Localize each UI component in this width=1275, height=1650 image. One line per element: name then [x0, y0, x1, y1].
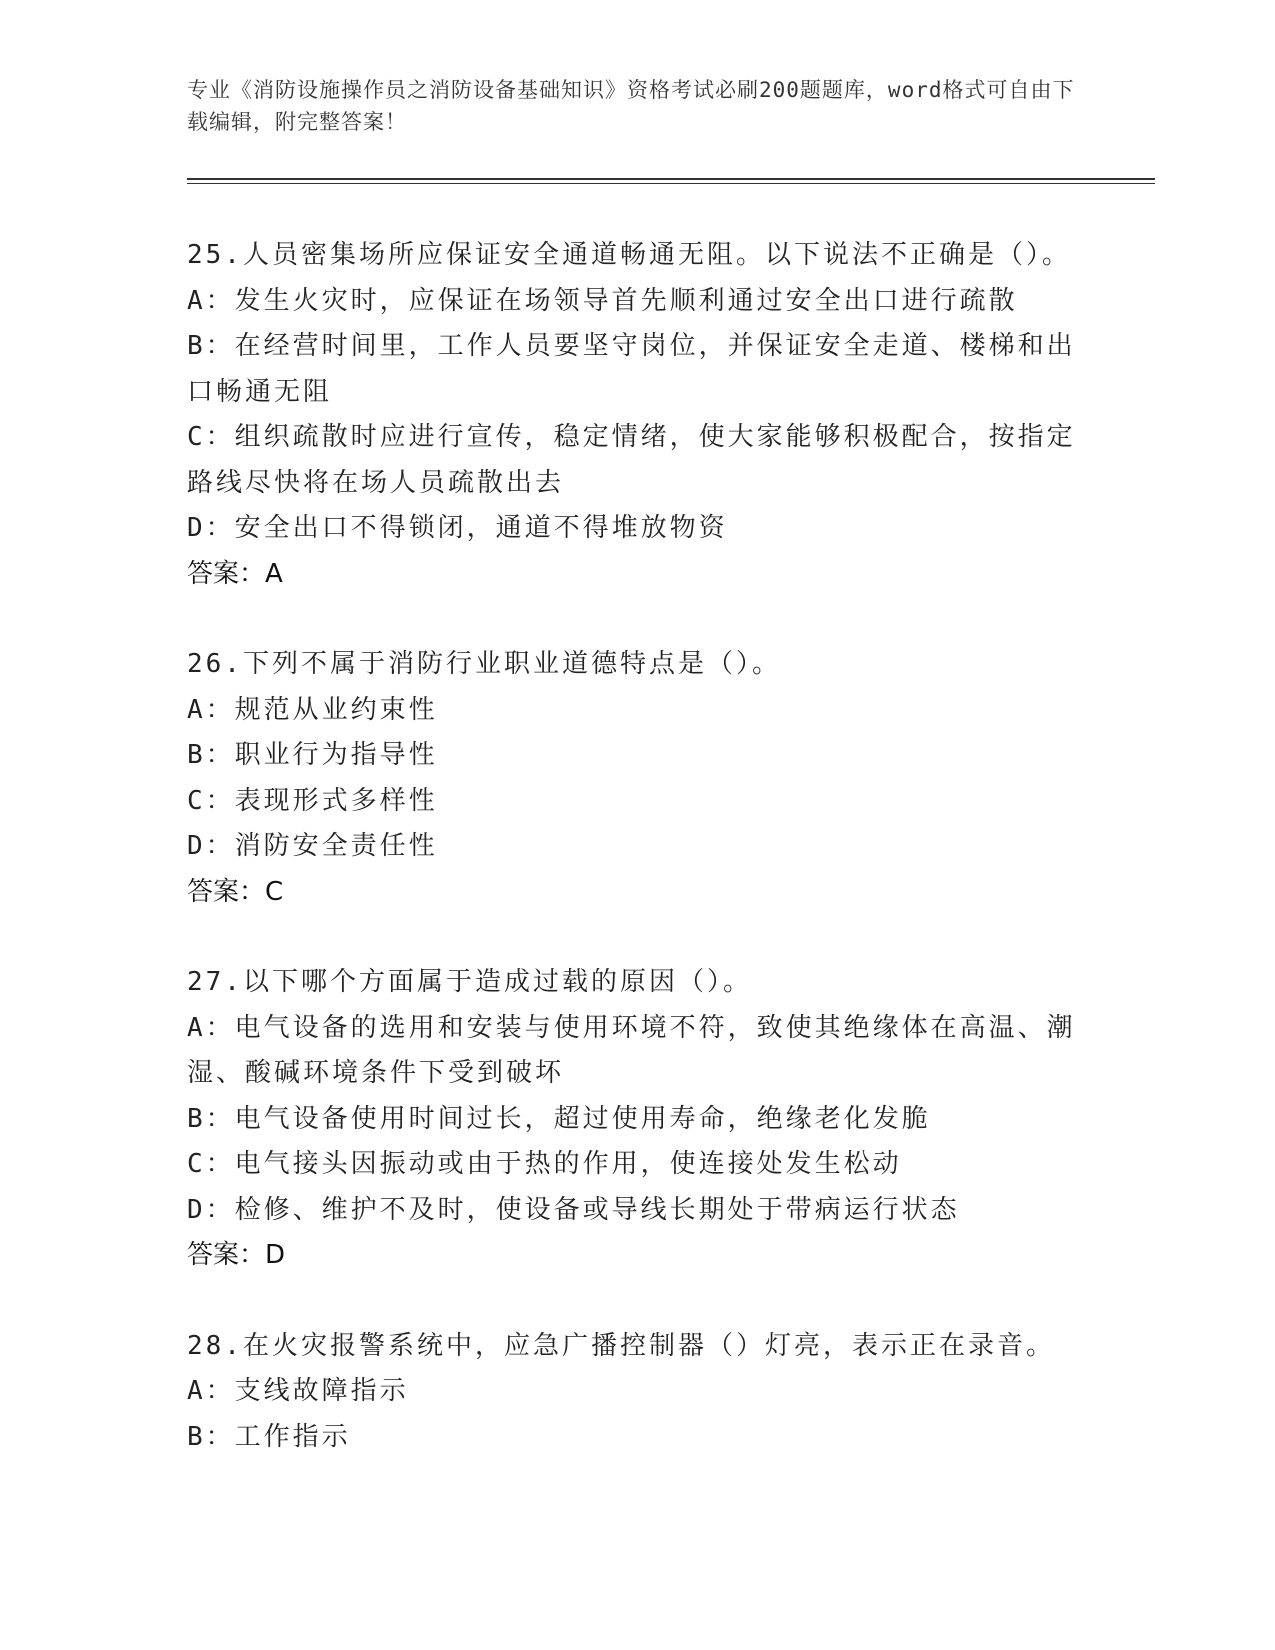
question-26	[187, 642, 1087, 915]
question-stem: 27.以下哪个方面属于造成过载的原因（）。	[187, 967, 752, 997]
question-stem: 25.人员密集场所应保证安全通道畅通无阻。以下说法不正确是（）。	[187, 240, 1071, 270]
option-a: A：支线故障指示	[187, 1376, 409, 1406]
question-list	[187, 233, 1087, 1505]
option-a: A：电气设备的选用和安装与使用环境不符，致使其绝缘体在高温、潮湿、酸碱环境条件下受到破坏	[187, 1012, 1076, 1088]
option-c: C：电气接头因振动或由于热的作用，使连接处发生松动	[187, 1149, 902, 1179]
question-25	[187, 233, 1087, 597]
header-divider-thick	[187, 178, 1155, 180]
question-stem: 28.在火灾报警系统中，应急广播控制器（）灯亮，表示正在录音。	[187, 1330, 1055, 1361]
document-header: 专业《消防设施操作员之消防设备基础知识》资格考试必刷200题题库，word格式可自由下载编辑，附完整答案！	[187, 78, 1075, 134]
option-a: A：发生火灾时，应保证在场领导首先顺利通过安全出口进行疏散	[187, 285, 1018, 316]
option-c: C：组织疏散时应进行宣传，稳定情绪，使大家能够积极配合，按指定路线尽快将在场人员疏散出去	[187, 422, 1076, 498]
option-d: D：安全出口不得锁闭，通道不得堆放物资	[187, 513, 728, 543]
option-b: B：职业行为指导性	[187, 740, 438, 770]
option-b: B：在经营时间里，工作人员要坚守岗位，并保证安全走道、楼梯和出口畅通无阻	[187, 331, 1076, 407]
option-b: B：工作指示	[187, 1421, 351, 1452]
question-27	[187, 960, 1087, 1279]
question-28	[187, 1324, 1087, 1461]
answer: 答案：C	[187, 876, 284, 907]
answer: 答案：A	[187, 558, 283, 589]
answer: 答案：D	[187, 1240, 286, 1270]
option-b: B：电气设备使用时间过长，超过使用寿命，绝缘老化发脆	[187, 1103, 931, 1134]
header-divider-thin	[187, 183, 1155, 184]
option-d: D：检修、维护不及时，使设备或导线长期处于带病运行状态	[187, 1194, 960, 1225]
option-d: D：消防安全责任性	[187, 831, 438, 861]
question-stem: 26.下列不属于消防行业职业道德特点是（）。	[187, 649, 781, 679]
option-c: C：表现形式多样性	[187, 785, 438, 816]
option-a: A：规范从业约束性	[187, 694, 438, 725]
